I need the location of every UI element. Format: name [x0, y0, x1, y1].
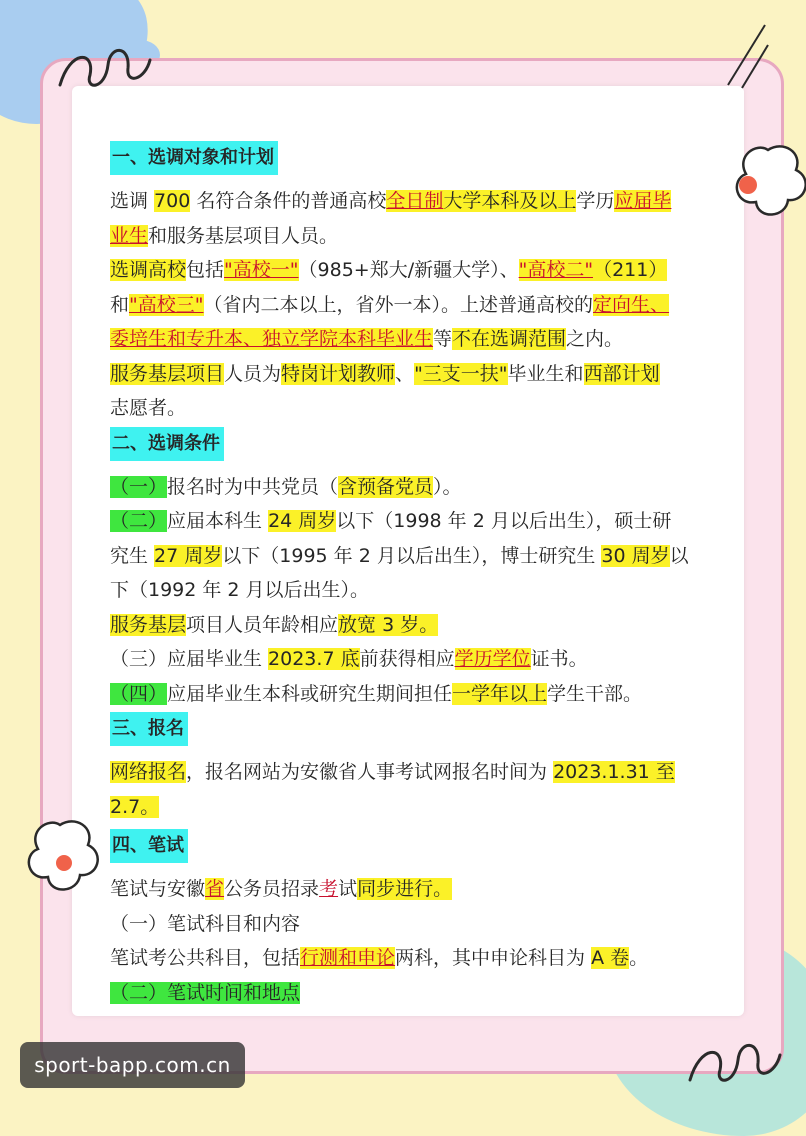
section-heading: 一、选调对象和计划 — [110, 141, 278, 175]
watermark-label: sport-bapp.com.cn — [20, 1042, 245, 1088]
text-line: 和"高校三"（省内二本以上，省外一本）。上述普通高校的定向生、 — [110, 293, 670, 316]
line-doodle-icon — [720, 20, 770, 90]
text-line: （二）笔试时间和地点 — [110, 981, 301, 1004]
swirl-doodle-icon — [50, 30, 160, 100]
text-line: 笔试考公共科目，包括行测和申论两科，其中申论科目为 A 卷。 — [110, 947, 649, 969]
text-line: 笔试与安徽省公务员招录考试同步进行。 — [110, 878, 453, 900]
text-line: （二）应届本科生 24 周岁以下（1998 年 2 月以后出生），硕士研 — [110, 510, 672, 532]
text-line: （一）笔试科目和内容 — [110, 912, 301, 935]
text-line: （三）应届毕业生 2023.7 底前获得相应学历学位证书。 — [110, 648, 588, 670]
text-line: 2.7。 — [110, 795, 160, 818]
text-line: （一）报名时为中共党员（含预备党员）。 — [110, 475, 462, 498]
text-line: 委培生和专升本、独立学院本科毕业生等不在选调范围之内。 — [110, 328, 624, 350]
text-line: 志愿者。 — [110, 397, 187, 419]
flower-doodle-icon — [20, 815, 100, 895]
section-heading: 四、笔试 — [110, 829, 188, 863]
text-line: 服务基层项目人员年龄相应放宽 3 岁。 — [110, 613, 439, 636]
flower-doodle-icon — [728, 140, 806, 220]
text-line: （四）应届毕业生本科或研究生期间担任一学年以上学生干部。 — [110, 682, 643, 705]
article-content — [110, 140, 710, 1010]
swirl-doodle-icon — [680, 1025, 790, 1095]
text-line: 选调 700 名符合条件的普通高校全日制大学本科及以上学历应届毕 — [110, 190, 672, 212]
section-heading: 三、报名 — [110, 712, 188, 746]
text-line: 究生 27 周岁以下（1995 年 2 月以后出生），博士研究生 30 周岁以 — [110, 544, 689, 567]
section-heading: 二、选调条件 — [110, 427, 224, 461]
text-line: 网络报名，报名网站为安徽省人事考试网报名时间为 2023.1.31 至 — [110, 761, 675, 783]
text-line: 选调高校包括"高校一"（985+郑大/新疆大学）、"高校二"（211） — [110, 259, 668, 281]
text-line: 业生和服务基层项目人员。 — [110, 224, 339, 247]
text-line: 下（1992 年 2 月以后出生）。 — [110, 579, 370, 601]
text-line: 服务基层项目人员为特岗计划教师、"三支一扶"毕业生和西部计划 — [110, 362, 660, 385]
